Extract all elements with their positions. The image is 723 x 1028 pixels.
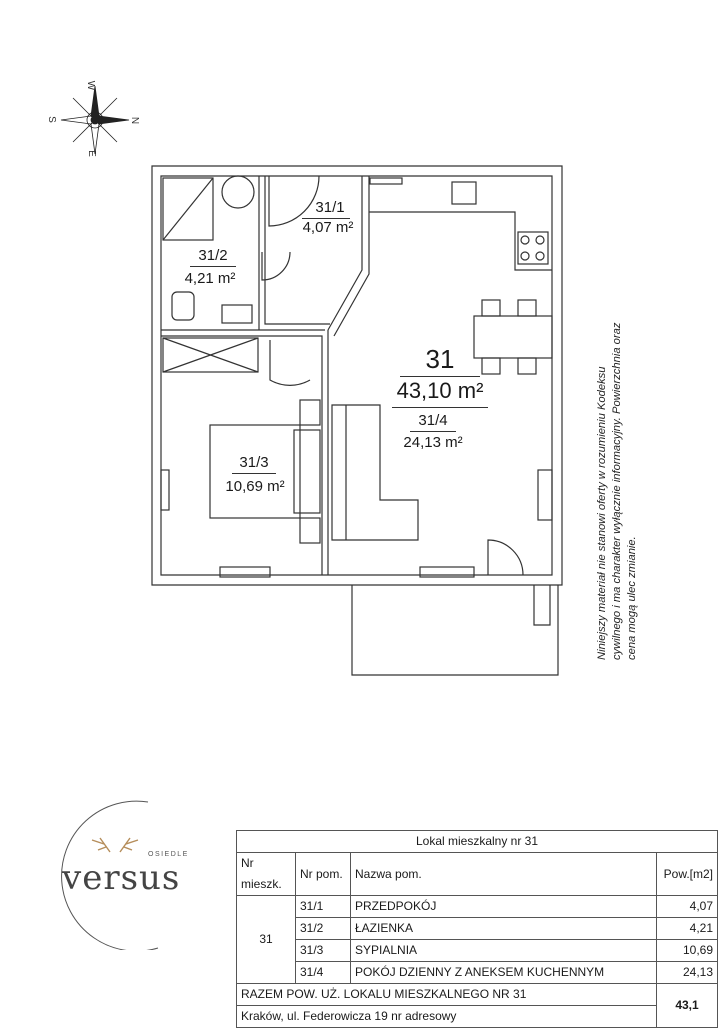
compass-south-label: S [45, 116, 57, 123]
room-31-1-area: 4,07 m² [302, 219, 354, 236]
kitchen-counter [369, 212, 552, 270]
row-4-nr: 31/4 [296, 962, 351, 984]
room-31-2-id: 31/2 [198, 247, 228, 264]
row-2-area: 4,21 [657, 918, 718, 940]
unit-number: 31 [425, 344, 455, 374]
table-title: Lokal mieszkalny nr 31 [237, 831, 718, 853]
room-31-4-divider [392, 407, 488, 408]
header-nr-pom: Nr pom. [296, 853, 351, 896]
room-31-2-area: 4,21 m² [184, 270, 236, 287]
row-1-nr: 31/1 [296, 896, 351, 918]
total-label: RAZEM POW. UŻ. LOKALU MIESZKALNEGO NR 31 [237, 984, 657, 1006]
row-1-name: PRZEDPOKÓJ [351, 896, 657, 918]
dining-table [474, 316, 552, 358]
total-value: 43,1 [657, 984, 718, 1028]
unit-number-divider [400, 376, 480, 377]
disclaimer [595, 320, 655, 660]
row-2-nr: 31/2 [296, 918, 351, 940]
row-3-name: SYPIALNIA [351, 940, 657, 962]
compass-east-label: E [85, 150, 97, 157]
unit-area: 43,10 m² [396, 378, 484, 403]
row-4-name: POKÓJ DZIENNY Z ANEKSEM KUCHENNYM [351, 962, 657, 984]
compass-west-label: W [85, 80, 97, 91]
address: Kraków, ul. Federowicza 19 nr adresowy [237, 1006, 657, 1028]
compass-north-label: N [129, 116, 141, 125]
room-31-4-id: 31/4 [418, 412, 448, 429]
row-4-area: 24,13 [657, 962, 718, 984]
header-pow: Pow.[m2] [657, 853, 718, 896]
apartment-table [236, 830, 718, 1028]
room-31-3-area: 10,69 m² [225, 478, 285, 495]
room-31-3-divider [232, 473, 276, 474]
room-31-1-id: 31/1 [315, 199, 345, 216]
logo-subtitle: OSIEDLE [148, 851, 189, 858]
room-31-3-id: 31/3 [239, 454, 269, 471]
row-3-area: 10,69 [657, 940, 718, 962]
apartment-number-cell: 31 [237, 896, 296, 984]
disclaimer-text: Niniejszy materiał nie stanowi oferty w rozumieniu Kodeksu cywilnego i ma charakter wyłącznie informacyjny. Powierzchnia oraz cena mogą ulec zmianie. [596, 322, 638, 660]
balcony [352, 585, 558, 675]
row-2-name: ŁAZIENKA [351, 918, 657, 940]
room-31-4-area: 24,13 m² [403, 434, 463, 451]
header-nazwa: Nazwa pom. [351, 853, 657, 896]
room-31-2-divider [190, 266, 236, 267]
room-31-4-divider-2 [410, 431, 456, 432]
row-3-nr: 31/3 [296, 940, 351, 962]
logo-wordmark: versus [62, 858, 181, 898]
row-1-area: 4,07 [657, 896, 718, 918]
header-nr-mieszk: Nr mieszk. [237, 853, 296, 896]
bed [210, 425, 300, 518]
